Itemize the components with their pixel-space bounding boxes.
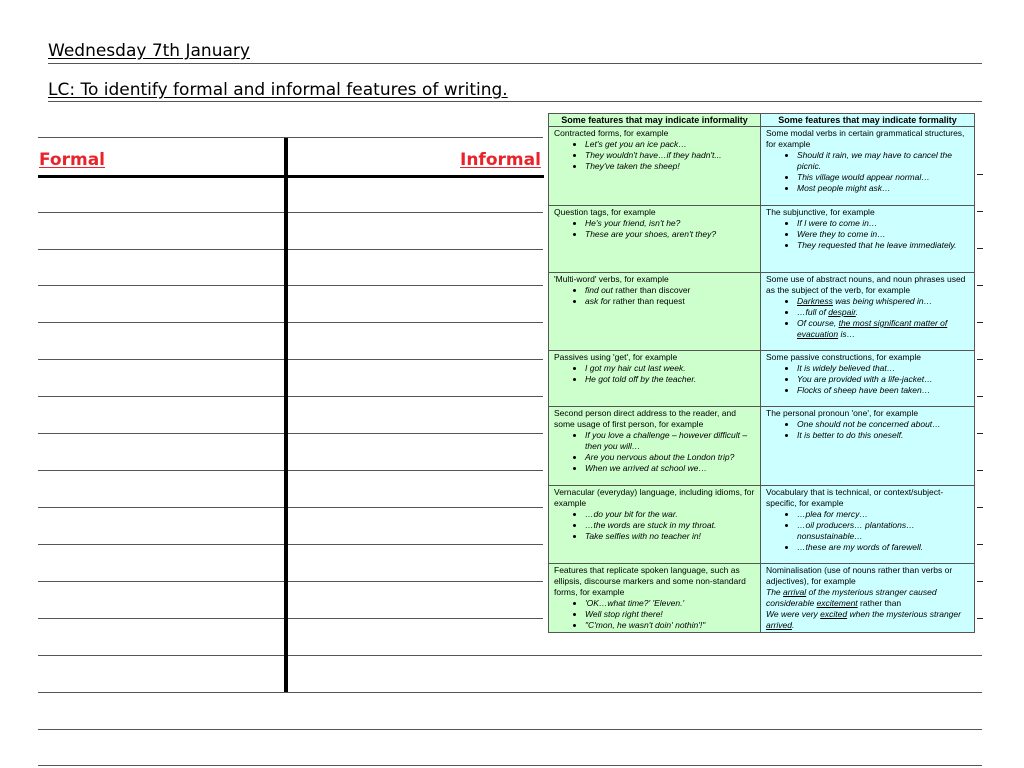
example-item: • …plea for mercy… bbox=[797, 509, 970, 520]
right-tick bbox=[977, 470, 983, 471]
example-text: was being whispered in… bbox=[832, 296, 933, 306]
informal-feature-cell bbox=[549, 206, 761, 273]
informal-feature-cell bbox=[549, 127, 761, 206]
formal-feature-cell bbox=[761, 486, 975, 564]
writing-line bbox=[38, 137, 543, 138]
example-emphasis: find out bbox=[585, 285, 613, 295]
example-item: • If I were to come in… bbox=[797, 218, 970, 229]
learning-challenge: LC: To identify formal and informal features of writing. bbox=[48, 80, 508, 100]
example-text: . bbox=[791, 620, 795, 630]
feature-intro: Features that replicate spoken language, such as ellipsis, discourse markers and some non-standard forms, for example bbox=[554, 565, 746, 597]
title-rule bbox=[48, 63, 982, 64]
nominalisation-example bbox=[766, 587, 970, 609]
formal-feature-cell bbox=[761, 206, 975, 273]
writing-line bbox=[38, 322, 543, 323]
formality-header: Some features that may indicate formality bbox=[761, 114, 975, 127]
right-tick bbox=[977, 248, 983, 249]
informal-feature-cell bbox=[549, 564, 761, 633]
example-item: • Well stop right there! bbox=[585, 609, 756, 620]
informal-feature-cell bbox=[549, 407, 761, 486]
formal-column-heading: Formal bbox=[39, 150, 105, 170]
t-chart-horizontal-line bbox=[38, 175, 544, 178]
underlined-term: excited bbox=[820, 609, 848, 619]
example-item: • This village would appear normal… bbox=[797, 172, 970, 183]
informal-feature-cell bbox=[549, 273, 761, 351]
nominalisation-contrast bbox=[766, 609, 970, 631]
formal-feature-cell bbox=[761, 407, 975, 486]
feature-intro: The subjunctive, for example bbox=[766, 207, 875, 217]
writing-line bbox=[38, 544, 543, 545]
table-row bbox=[549, 564, 975, 633]
formal-feature-cell bbox=[761, 127, 975, 206]
table-row bbox=[549, 486, 975, 564]
writing-line bbox=[38, 692, 982, 693]
underlined-term: arrival bbox=[783, 587, 807, 597]
example-item: • …the words are stuck in my throat. bbox=[585, 520, 756, 531]
example-item: • Are you nervous about the London trip? bbox=[585, 452, 756, 463]
right-tick bbox=[977, 581, 983, 582]
informal-feature-cell bbox=[549, 486, 761, 564]
underlined-term: despair bbox=[828, 307, 856, 317]
example-item: • …oil producers… plantations… nonsustainable… bbox=[797, 520, 970, 542]
example-item: • …do your bit for the war. bbox=[585, 509, 756, 520]
feature-intro: Second person direct address to the reader, and some usage of first person, for example bbox=[554, 408, 736, 429]
example-emphasis: discover bbox=[658, 285, 691, 295]
date-heading: Wednesday 7th January bbox=[48, 41, 250, 61]
example-item: • "C'mon, he wasn't doin' nothin'!" bbox=[585, 620, 756, 631]
table-row bbox=[549, 273, 975, 351]
example-text: when the mysterious stranger bbox=[847, 609, 961, 619]
example-text: …full of bbox=[797, 307, 829, 317]
writing-line bbox=[38, 618, 543, 619]
feature-intro: Some passive constructions, for example bbox=[766, 352, 921, 362]
writing-line bbox=[38, 581, 543, 582]
example-text: . bbox=[855, 307, 859, 317]
table-row bbox=[549, 407, 975, 486]
feature-intro: Question tags, for example bbox=[554, 207, 656, 217]
example-text: rather than bbox=[612, 285, 659, 295]
example-text: We were very bbox=[766, 609, 821, 619]
writing-line bbox=[38, 396, 543, 397]
example-text: The bbox=[766, 587, 784, 597]
feature-intro: Vocabulary that is technical, or context/subject-specific, for example bbox=[766, 487, 944, 508]
table-row bbox=[549, 351, 975, 407]
informal-feature-cell bbox=[549, 351, 761, 407]
feature-intro: Contracted forms, for example bbox=[554, 128, 669, 138]
example-item: • It is widely believed that… bbox=[797, 363, 970, 374]
feature-intro: 'Multi-word' verbs, for example bbox=[554, 274, 669, 284]
example-item: • Let's get you an ice pack… bbox=[585, 139, 756, 150]
example-item bbox=[585, 285, 756, 296]
right-tick bbox=[977, 433, 983, 434]
example-text: rather than bbox=[857, 598, 902, 608]
writing-line bbox=[38, 470, 543, 471]
right-tick bbox=[977, 285, 983, 286]
example-item bbox=[585, 296, 756, 307]
t-chart-vertical-line bbox=[284, 138, 288, 692]
underlined-term: arrived bbox=[766, 620, 792, 630]
feature-intro: Vernacular (everyday) language, including idioms, for example bbox=[554, 487, 755, 508]
example-item: • If you love a challenge – however difficult – then you will… bbox=[585, 430, 756, 452]
example-item: • I got my hair cut last week. bbox=[585, 363, 756, 374]
example-text: is… bbox=[838, 329, 856, 339]
formal-feature-cell bbox=[761, 273, 975, 351]
right-tick bbox=[977, 174, 983, 175]
right-tick bbox=[977, 322, 983, 323]
example-item: • 'OK…what time?' 'Eleven.' bbox=[585, 598, 756, 609]
feature-intro: Passives using 'get', for example bbox=[554, 352, 678, 362]
example-item: • These are your shoes, aren't they? bbox=[585, 229, 756, 240]
example-item: • Take selfies with no teacher in! bbox=[585, 531, 756, 542]
right-tick bbox=[977, 359, 983, 360]
writing-line bbox=[38, 655, 982, 656]
right-tick bbox=[977, 618, 983, 619]
example-item: • Most people might ask… bbox=[797, 183, 970, 194]
writing-line bbox=[38, 212, 543, 213]
example-emphasis: request bbox=[656, 296, 685, 306]
underlined-term: the most significant matter of evacuation bbox=[797, 318, 948, 339]
example-item: • Flocks of sheep have been taken… bbox=[797, 385, 970, 396]
right-tick bbox=[977, 396, 983, 397]
formal-feature-cell bbox=[761, 351, 975, 407]
example-item: • …these are my words of farewell. bbox=[797, 542, 970, 553]
example-item: • You are provided with a life-jacket… bbox=[797, 374, 970, 385]
table-row bbox=[549, 127, 975, 206]
right-tick bbox=[977, 507, 983, 508]
example-text: Of course, bbox=[797, 318, 839, 328]
example-item bbox=[797, 307, 970, 318]
underlined-term: excitement bbox=[816, 598, 858, 608]
feature-intro: Some modal verbs in certain grammatical structures, for example bbox=[766, 128, 965, 149]
example-item bbox=[797, 296, 970, 307]
title-rule bbox=[48, 101, 982, 102]
example-item: • It is better to do this oneself. bbox=[797, 430, 970, 441]
informal-column-heading: Informal bbox=[460, 150, 541, 170]
table-row bbox=[549, 206, 975, 273]
example-item: • They've taken the sheep! bbox=[585, 161, 756, 172]
feature-intro: Nominalisation (use of nouns rather than verbs or adjectives), for example bbox=[766, 565, 953, 586]
example-item: • When we arrived at school we… bbox=[585, 463, 756, 474]
example-item: • Were they to come in… bbox=[797, 229, 970, 240]
example-emphasis: ask for bbox=[585, 296, 611, 306]
writing-line bbox=[38, 765, 982, 766]
writing-line bbox=[38, 249, 543, 250]
writing-line bbox=[38, 285, 543, 286]
example-item: • They requested that he leave immediately. bbox=[797, 240, 970, 251]
right-tick bbox=[977, 544, 983, 545]
example-item: • Should it rain, we may have to cancel the picnic. bbox=[797, 150, 970, 172]
features-table bbox=[548, 113, 975, 633]
writing-line bbox=[38, 729, 982, 730]
feature-intro: Some use of abstract nouns, and noun phrases used as the subject of the verb, for example bbox=[766, 274, 966, 295]
right-tick bbox=[977, 211, 983, 212]
informality-header: Some features that may indicate informality bbox=[549, 114, 761, 127]
example-text: rather than bbox=[610, 296, 657, 306]
example-item: • They wouldn't have…if they hadn't... bbox=[585, 150, 756, 161]
example-item: • One should not be concerned about… bbox=[797, 419, 970, 430]
feature-intro: The personal pronoun 'one', for example bbox=[766, 408, 919, 418]
writing-line bbox=[38, 359, 543, 360]
formal-feature-cell bbox=[761, 564, 975, 633]
example-item: • He got told off by the teacher. bbox=[585, 374, 756, 385]
example-item: • He's your friend, isn't he? bbox=[585, 218, 756, 229]
example-text: of the mysterious stranger caused considerable bbox=[766, 587, 937, 608]
underlined-term: Darkness bbox=[797, 296, 833, 306]
writing-line bbox=[38, 433, 543, 434]
example-item bbox=[797, 318, 970, 340]
writing-line bbox=[38, 507, 543, 508]
